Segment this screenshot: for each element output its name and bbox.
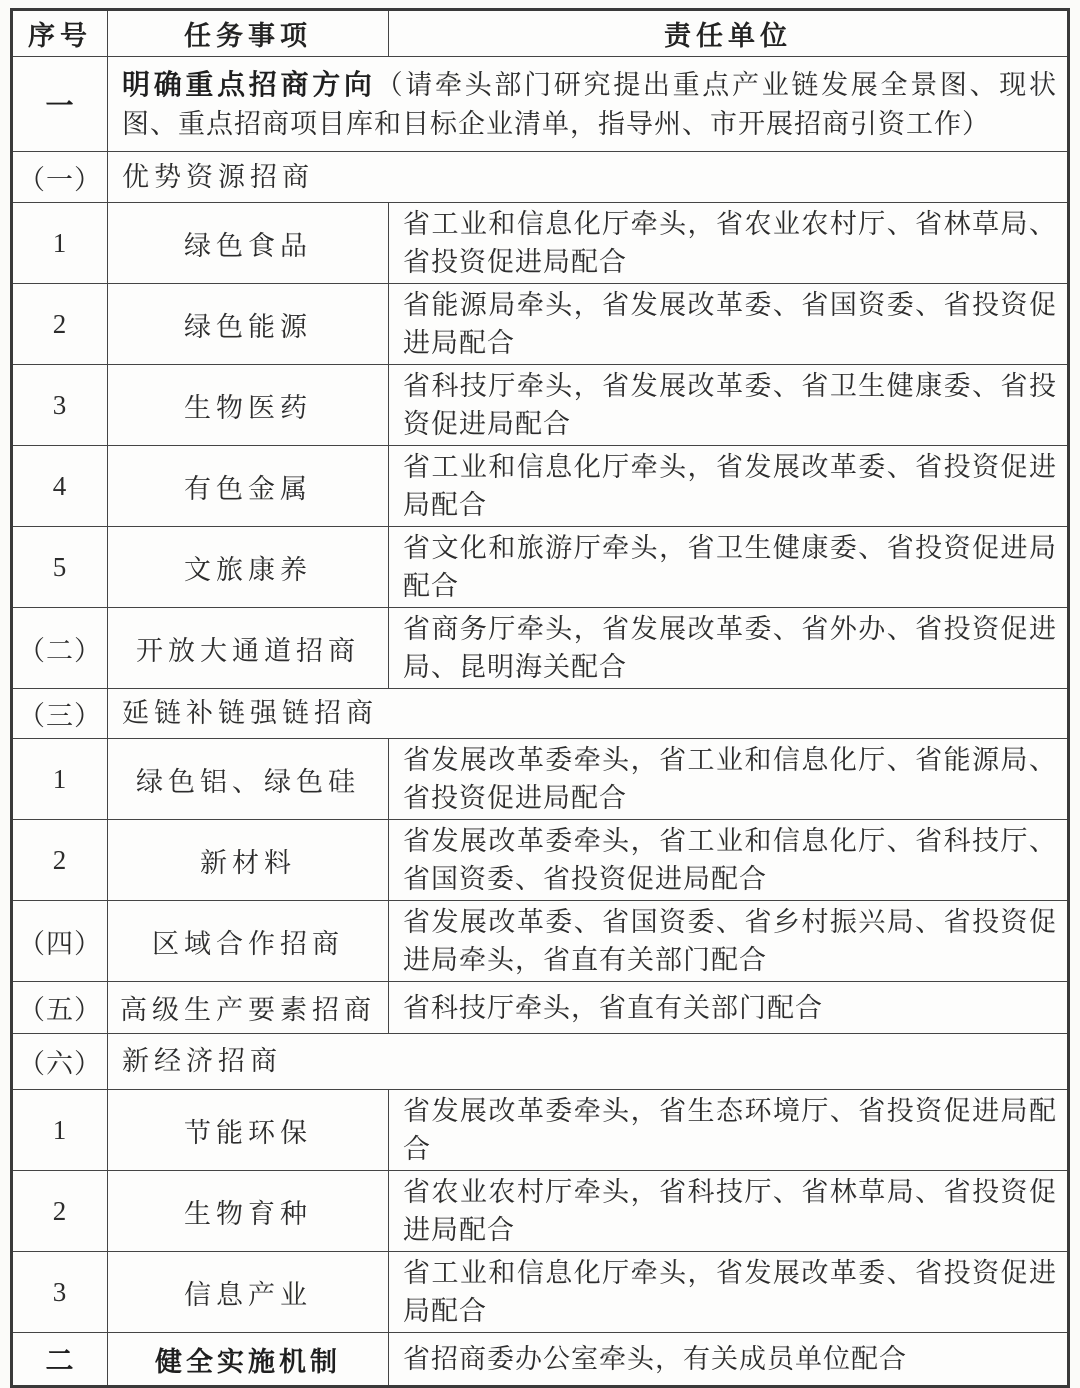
task-item-cell: 绿色能源 [108,284,389,365]
task-item-cell: 高级生产要素招商 [108,982,389,1034]
serial-number-cell: （三） [12,689,108,739]
table-row [12,982,1069,1034]
serial-number-cell: （一） [12,152,108,203]
task-item-cell [108,57,1069,152]
responsible-unit-cell: 省发展改革委牵头，省工业和信息化厅、省能源局、省投资促进局配合 [389,739,1069,820]
table-body [12,57,1069,1387]
serial-number-cell: （二） [12,608,108,689]
serial-number-cell: （四） [12,901,108,982]
responsible-unit-cell: 省招商委办公室牵头，有关成员单位配合 [389,1333,1069,1387]
serial-number-cell: 4 [12,446,108,527]
header-task-item: 任务事项 [108,10,389,57]
serial-number-cell: 1 [12,739,108,820]
table-row [12,739,1069,820]
serial-number-cell: 3 [12,1252,108,1333]
responsible-unit-cell: 省商务厅牵头，省发展改革委、省外办、省投资促进局、昆明海关配合 [389,608,1069,689]
serial-number-cell: 1 [12,203,108,284]
responsible-unit-cell: 省工业和信息化厅牵头，省发展改革委、省投资促进局配合 [389,1252,1069,1333]
task-item-cell: 区域合作招商 [108,901,389,982]
section-note: （请牵头部门研究提出重点产业链发展全景图、现状图、重点招商项目库和目标企业清单，指导州、市开展招商引资工作） [122,69,1057,139]
serial-number-cell: 一 [12,57,108,152]
serial-number-cell: 1 [12,1090,108,1171]
table-row [12,446,1069,527]
task-item-cell: 绿色铝、绿色硅 [108,739,389,820]
responsible-unit-cell: 省工业和信息化厅牵头，省发展改革委、省投资促进局配合 [389,446,1069,527]
section-title: 优势资源招商 [122,161,314,192]
responsible-unit-cell: 省发展改革委牵头，省工业和信息化厅、省科技厅、省国资委、省投资促进局配合 [389,820,1069,901]
task-item-cell: 生物医药 [108,365,389,446]
serial-number-cell: （五） [12,982,108,1034]
serial-number-cell: 2 [12,284,108,365]
table-row [12,901,1069,982]
table-row [12,1090,1069,1171]
task-item-cell [108,689,1069,739]
table-row [12,608,1069,689]
table-row [12,527,1069,608]
serial-number-cell: 5 [12,527,108,608]
serial-number-cell: 2 [12,820,108,901]
table-row [12,203,1069,284]
section-title: 新经济招商 [122,1046,282,1076]
table-row [12,365,1069,446]
section-row [12,1034,1069,1090]
table-row [12,284,1069,365]
serial-number-cell: 2 [12,1171,108,1252]
table-row [12,1333,1069,1387]
table-row [12,1171,1069,1252]
responsible-unit-cell: 省科技厅牵头，省发展改革委、省卫生健康委、省投资促进局配合 [389,365,1069,446]
responsible-unit-cell: 省农业农村厅牵头，省科技厅、省林草局、省投资促进局配合 [389,1171,1069,1252]
table-row [12,1252,1069,1333]
header-responsible-unit: 责任单位 [389,10,1069,57]
task-item-cell: 健全实施机制 [108,1333,389,1387]
serial-number-cell: （六） [12,1034,108,1090]
task-item-cell: 新材料 [108,820,389,901]
serial-number-cell: 3 [12,365,108,446]
header-serial-number: 序号 [12,10,108,57]
responsible-unit-cell: 省文化和旅游厅牵头，省卫生健康委、省投资促进局配合 [389,527,1069,608]
header-row [12,10,1069,57]
section-row [12,152,1069,203]
task-item-cell: 文旅康养 [108,527,389,608]
task-item-cell: 开放大通道招商 [108,608,389,689]
responsible-unit-cell: 省发展改革委牵头，省生态环境厅、省投资促进局配合 [389,1090,1069,1171]
responsible-unit-cell: 省科技厅牵头，省直有关部门配合 [389,982,1069,1034]
section-title: 延链补链强链招商 [122,698,378,728]
responsible-unit-cell: 省工业和信息化厅牵头，省农业农村厅、省林草局、省投资促进局配合 [389,203,1069,284]
responsible-unit-cell: 省能源局牵头，省发展改革委、省国资委、省投资促进局配合 [389,284,1069,365]
task-item-cell: 信息产业 [108,1252,389,1333]
section-title: 明确重点招商方向 [122,68,376,100]
task-item-cell: 生物育种 [108,1171,389,1252]
table-row [12,820,1069,901]
serial-number-cell: 二 [12,1333,108,1387]
task-item-cell: 绿色食品 [108,203,389,284]
responsible-unit-cell: 省发展改革委、省国资委、省乡村振兴局、省投资促进局牵头，省直有关部门配合 [389,901,1069,982]
section-row [12,57,1069,152]
task-assignment-table [10,8,1070,1388]
task-item-cell [108,1034,1069,1090]
section-row [12,689,1069,739]
task-item-cell: 节能环保 [108,1090,389,1171]
task-item-cell: 有色金属 [108,446,389,527]
task-item-cell [108,152,1069,203]
